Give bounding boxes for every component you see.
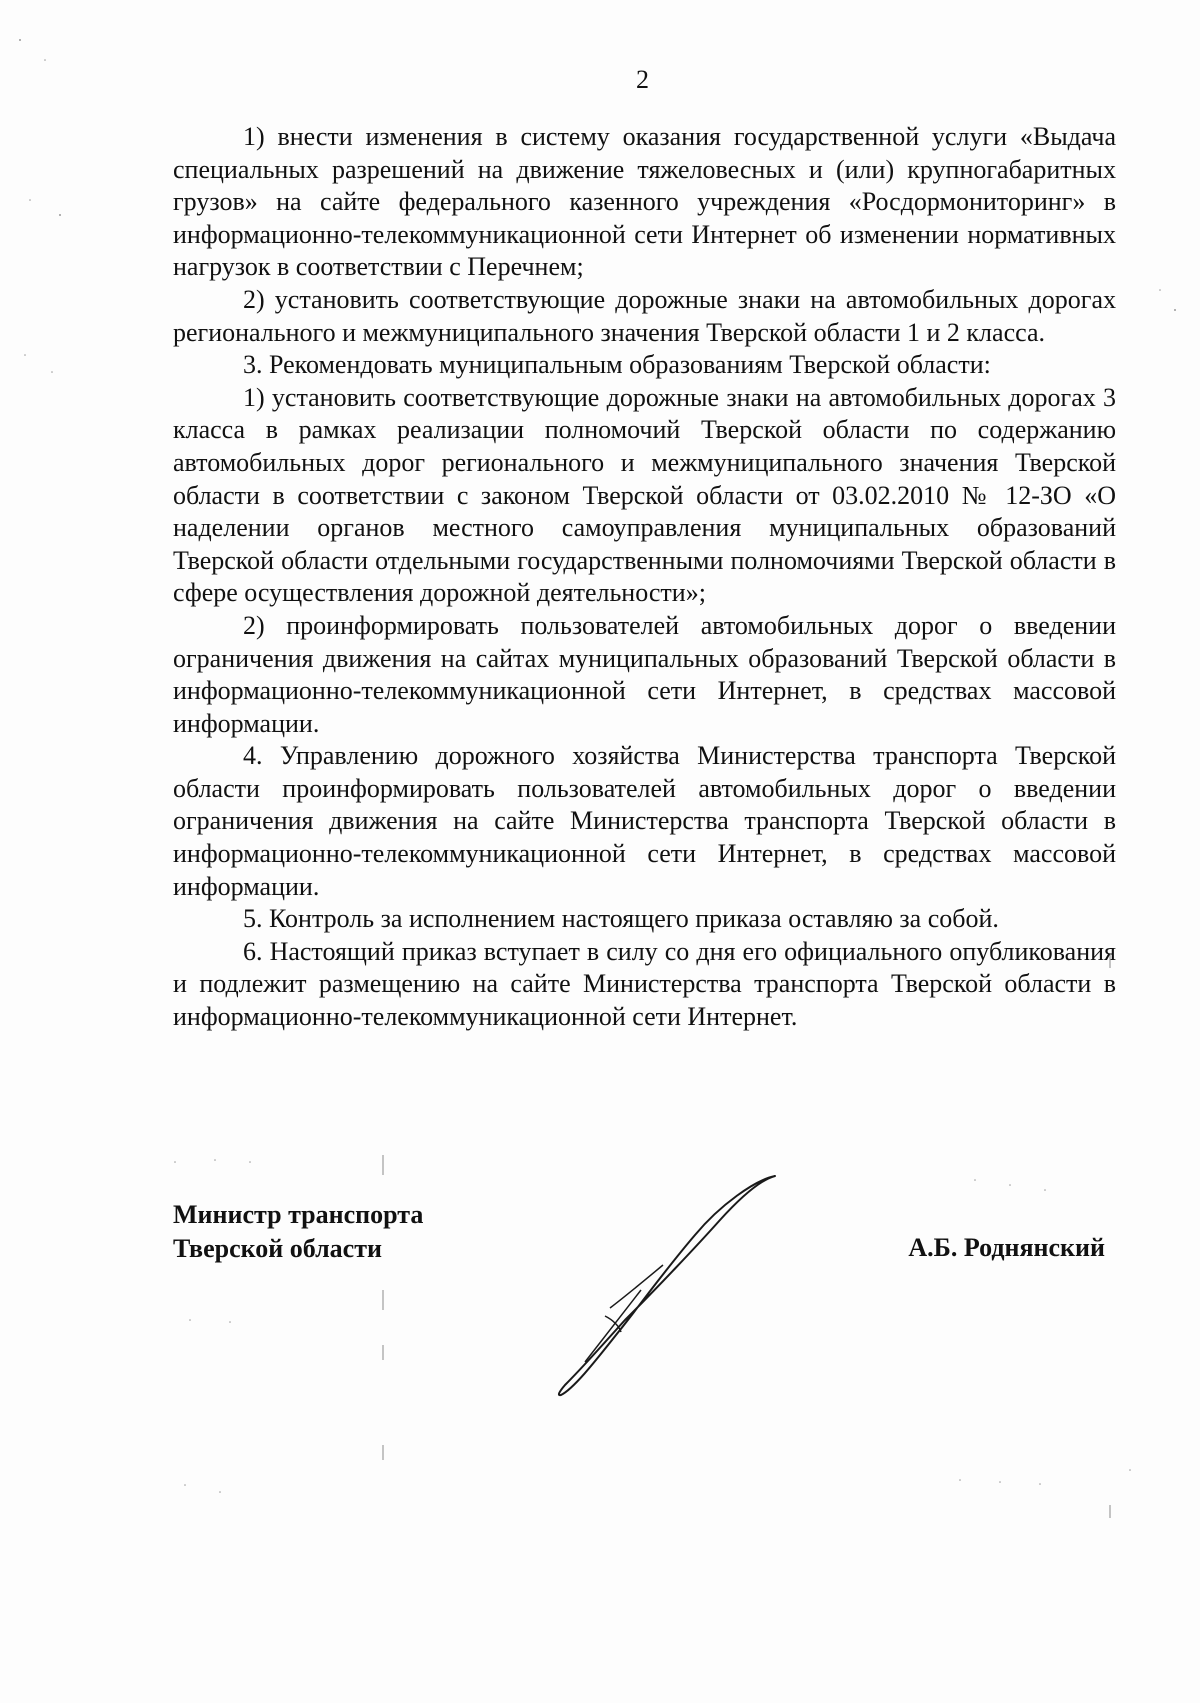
signatory-name: А.Б. Роднянский	[908, 1233, 1105, 1262]
paragraph-6: 4. Управлению дорожного хозяйства Министерства транспорта Тверской области проинформировать пользователей автомобильных дорог о введении ограничения движения на сайте Министерства транспорта Тверской области в информационно-телекоммуникационной сети Интернет, в средствах массовой информации.	[173, 741, 1116, 901]
paragraph-2: 2) установить соответствующие дорожные знаки на автомобильных дорогах регионального и межмуниципального значения Тверской области 1 и 2 класса.	[173, 284, 1116, 347]
page-number: 2	[636, 65, 649, 94]
paragraph-5: 2) проинформировать пользователей автомобильных дорог о введении ограничения движения на сайтах муниципальных образований Тверской области в информационно-телекоммуникационной сети Интернет, в средствах массовой информации.	[173, 610, 1116, 738]
paragraph-4: 1) установить соответствующие дорожные знаки на автомобильных дорогах 3 класса в рамках реализации полномочий Тверской области по содержанию автомобильных дорог регионального и межмуниципального значения Тверской области в соответствии с законом Тверской области от 03.02.2010 № 12-ЗО «О наделении органов местного самоуправления муниципальных образований Тверской области отдельными государственными полномочиями Тверской области в сфере осуществления дорожной деятельности»;	[173, 382, 1116, 608]
paragraph-3: 3. Рекомендовать муниципальным образованиям Тверской области:	[243, 350, 991, 380]
paragraph-7: 5. Контроль за исполнением настоящего приказа оставляю за собой.	[243, 904, 999, 934]
signatory-title-line-2: Тверской области	[173, 1234, 382, 1263]
signatory-title-line-1: Министр транспорта	[173, 1200, 424, 1229]
paragraph-8: 6. Настоящий приказ вступает в силу со дня его официального опубликования и подлежит размещению на сайте Министерства транспорта Тверской области в информационно-телекоммуникационной сети Интернет.	[173, 936, 1116, 1032]
paragraph-1: 1) внести изменения в систему оказания государственной услуги «Выдача специальных разрешений на движение тяжеловесных и (или) крупногабаритных грузов» на сайте федерального казенного учреждения «Росдормониторинг» в информационно-телекоммуникационной сети Интернет об изменении нормативных нагрузок в соответствии с Перечнем;	[173, 122, 1116, 282]
document-body	[173, 121, 1116, 1034]
signatory-title	[173, 1198, 423, 1266]
handwritten-signature	[545, 1170, 785, 1400]
